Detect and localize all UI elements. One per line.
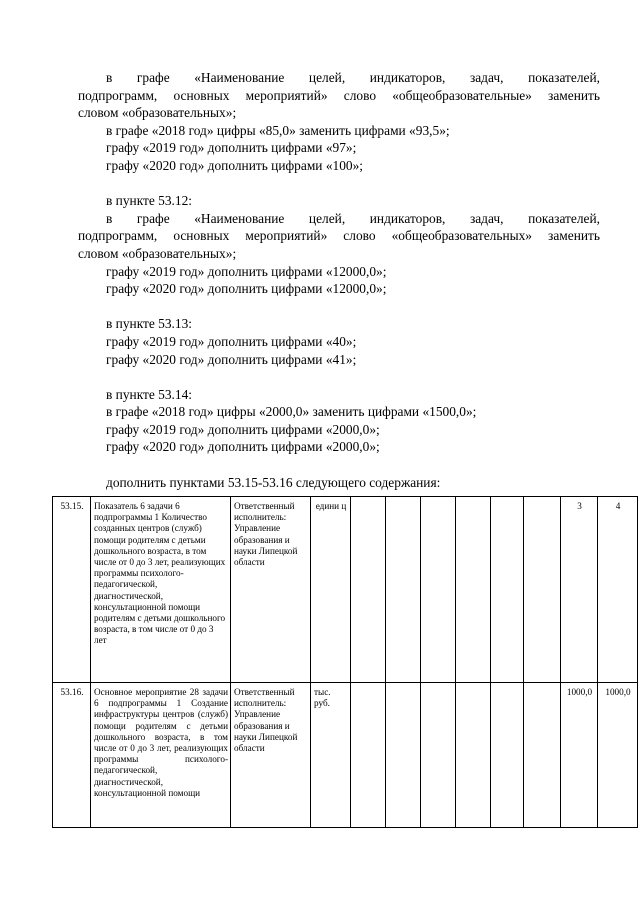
paragraph-line: в графе «2018 год» цифры «2000,0» заменить цифрами «1500,0»;	[106, 404, 477, 420]
table-row	[53, 497, 638, 683]
row-executor: Ответственный исполнитель: Управление образования и науки Липецкой области	[231, 683, 311, 828]
paragraph-line: подпрограмм, основных мероприятий» слово «общеобразовательных» заменить	[78, 228, 600, 244]
row-number: 53.16.	[53, 683, 91, 828]
amendment-text	[78, 69, 600, 491]
paragraph-line: в графе «Наименование целей, индикаторов, задач, показателей,	[106, 70, 600, 85]
program-table	[52, 496, 638, 828]
blank-line	[78, 456, 600, 474]
row-value-2020: 4	[598, 497, 638, 683]
row-number: 53.15.	[53, 497, 91, 683]
paragraph-line: графу «2019 год» дополнить цифрами «97»;	[106, 140, 357, 156]
paragraph-line: графу «2020 год» дополнить цифрами «2000,0»;	[106, 439, 380, 455]
row-unit: едини ц	[311, 497, 351, 683]
table-row	[53, 683, 638, 828]
paragraph-line: графу «2020 год» дополнить цифрами «100»;	[106, 157, 364, 173]
paragraph-line: графу «2019 год» дополнить цифрами «2000,0»;	[106, 421, 380, 437]
row-unit: тыс. руб.	[311, 683, 351, 828]
blank-line	[78, 175, 600, 193]
section-heading-53-12: в пункте 53.12:	[106, 193, 193, 209]
row-value-2019: 3	[561, 497, 598, 683]
paragraph-line: подпрограмм, основных мероприятий» слово «общеобразовательные» заменить	[78, 87, 600, 103]
paragraph-line: словом «образовательных»;	[78, 105, 237, 121]
row-executor: Ответственный исполнитель: Управление образования и науки Липецкой области	[231, 497, 311, 683]
section-heading-53-13: в пункте 53.13:	[106, 316, 193, 332]
row-name: Основное мероприятие 28 задачи 6 подпрограммы 1 Создание инфраструктуры центров (служб) помощи родителям с детьми дошкольного возраста, в том числе от 0 до 3 лет, реализующих программы психолого-педагогической, диагностической, консультационной помощи	[91, 683, 231, 828]
row-value-2020: 1000,0	[598, 683, 638, 828]
paragraph-line: графу «2019 год» дополнить цифрами «40»;	[106, 333, 357, 349]
add-points-line: дополнить пунктами 53.15-53.16 следующего содержания:	[106, 474, 441, 490]
row-name: Показатель 6 задачи 6 подпрограммы 1 Количество созданных центров (служб) помощи родителям с детьми дошкольного возраста, в том числе от 0 до 3 лет, реализующих программы психолого-педагогической, диагностической, консультационной помощи родителям с детьми дошкольного возраста, в том числе от 0 до 3 лет	[91, 497, 231, 683]
row-value-2019: 1000,0	[561, 683, 598, 828]
paragraph-line: графу «2020 год» дополнить цифрами «41»;	[106, 351, 357, 367]
paragraph-line: графу «2020 год» дополнить цифрами «12000,0»;	[106, 281, 387, 297]
paragraph-line: в графе «Наименование целей, индикаторов, задач, показателей,	[106, 210, 600, 226]
blank-line	[78, 368, 600, 386]
paragraph-line: словом «образовательных»;	[78, 245, 237, 261]
blank-line	[78, 298, 600, 316]
paragraph-line: в графе «2018 год» цифры «85,0» заменить цифрами «93,5»;	[106, 122, 450, 138]
section-heading-53-14: в пункте 53.14:	[106, 386, 193, 402]
paragraph-line: графу «2019 год» дополнить цифрами «12000,0»;	[106, 263, 387, 279]
